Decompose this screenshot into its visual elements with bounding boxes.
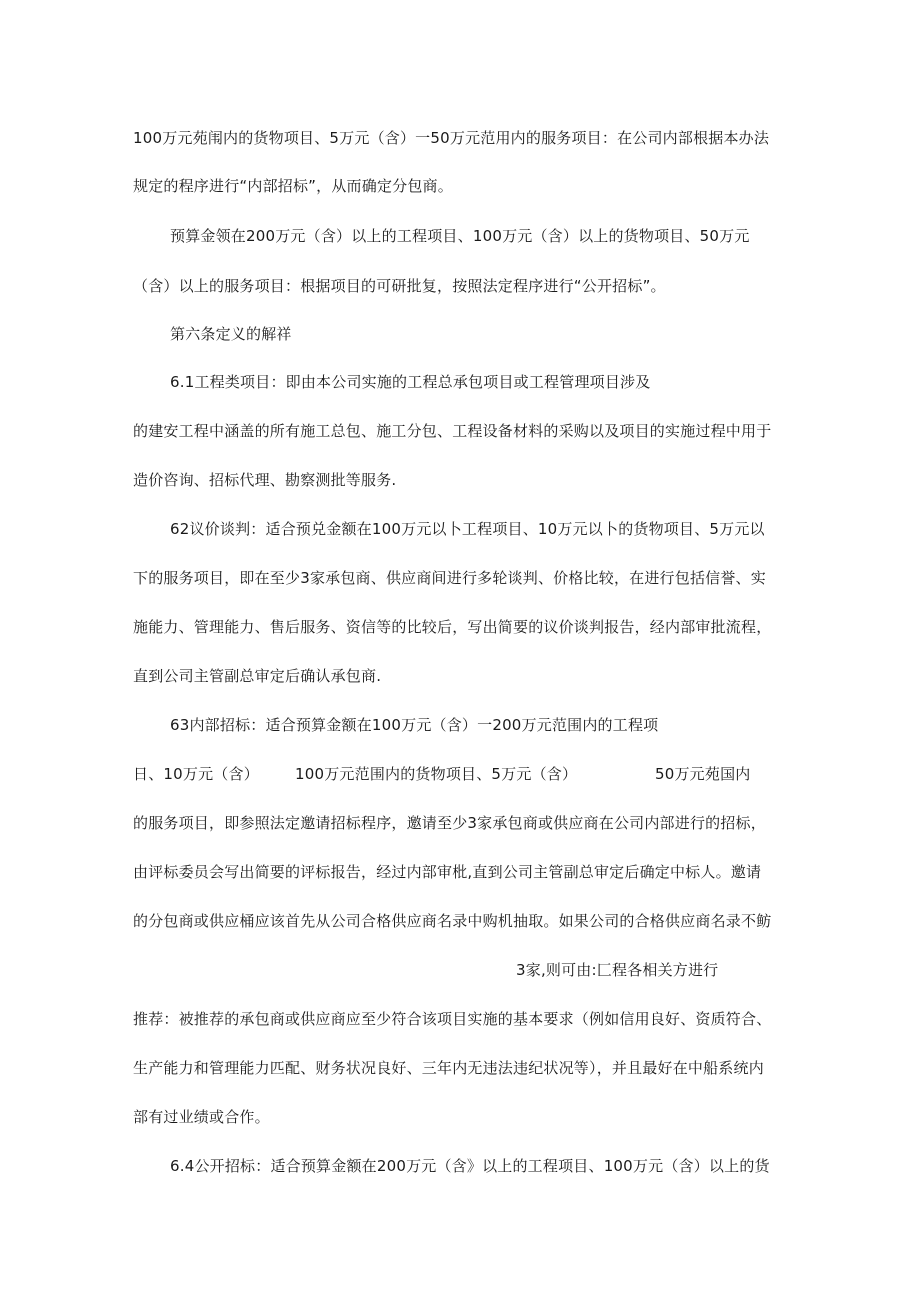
paragraph-line: 6.4公开招标：适合预算金额在200万元（含》以上的工程项目、100万元（含）以上的货 — [170, 1157, 770, 1175]
paragraph-line: 生产能力和管理能力匹配、财务状况良好、三年内无违法违纪状况等），并且最好在中船系统内 — [133, 1059, 764, 1077]
paragraph-line: 63内部招标：适合预算金额在100万元（含）一200万元范围内的工程项 — [170, 716, 659, 734]
paragraph-line: 由评标委员会写出简要的评标报告，经过内部审枇,直到公司主管副总审定后确定中标人。邀请 — [133, 863, 762, 881]
section-heading: 第六条定义的解祥 — [170, 325, 292, 343]
paragraph-line: 预算金领在200万元（含）以上的工程项目、100万元（含）以上的货物项目、50万元 — [170, 227, 750, 245]
paragraph-line: 施能力、管理能力、售后服务、资信等的比较后，写出简要的议价谈判报告，经内部审批流程， — [133, 618, 772, 636]
paragraph-line: 推荐：被推荐的承包商或供应商应至少符合该项目实施的基本要求（例如信用良好、资质符合、 — [133, 1010, 772, 1028]
paragraph-line: 直到公司主管副总审定后确认承包商. — [133, 667, 382, 685]
paragraph-line-part: 100万元范围内的货物项目、5万元（含） — [295, 765, 578, 783]
paragraph-line: 部有过业绩或合作。 — [133, 1108, 270, 1126]
paragraph-line: 6.1工程类项目：即由本公司实施的工程总承包项目或工程管理项目涉及 — [170, 373, 651, 391]
paragraph-line: 100万元苑闱内的货物项目、5万元（含）一50万元范用内的服务项目：在公司内部根据本办法 — [133, 129, 770, 147]
paragraph-line-part: 日、10万元（含） — [133, 765, 259, 783]
paragraph-line: 3家,则可由:匚程各相关方进行 — [516, 961, 719, 979]
paragraph-line: （含）以上的服务项目：根据项目的可研批复，按照法定程序进行“公开招标”。 — [133, 277, 666, 295]
paragraph-line: 造价咨询、招标代理、勘察测批等服务. — [133, 471, 397, 489]
paragraph-line: 规定的程序进行“内部招标”，从而确定分包商。 — [133, 177, 453, 195]
paragraph-line: 下的服务项目，即在至少3家承包商、供应商间进行多轮谈判、价格比较，在进行包括信誉、实 — [133, 569, 766, 587]
paragraph-line: 的建安工程中涵盖的所有施工总包、施工分包、工程设备材料的采购以及项目的实施过程中用于 — [133, 422, 772, 440]
paragraph-line: 62议价谈判：适合预兑金额在100万元以卜工程项目、10万元以卜的货物项目、5万元以 — [170, 520, 765, 538]
paragraph-line: 的服务项目，即参照法定邀请招标程序，邀请至少3家承包商或供应商在公司内部进行的招标， — [133, 814, 766, 832]
paragraph-line: 的分包商或供应桶应该首先从公司合格供应商名录中购机抽取。如果公司的合格供应商名录不鲂 — [133, 912, 772, 930]
paragraph-line-part: 50万元苑国内 — [655, 765, 751, 783]
